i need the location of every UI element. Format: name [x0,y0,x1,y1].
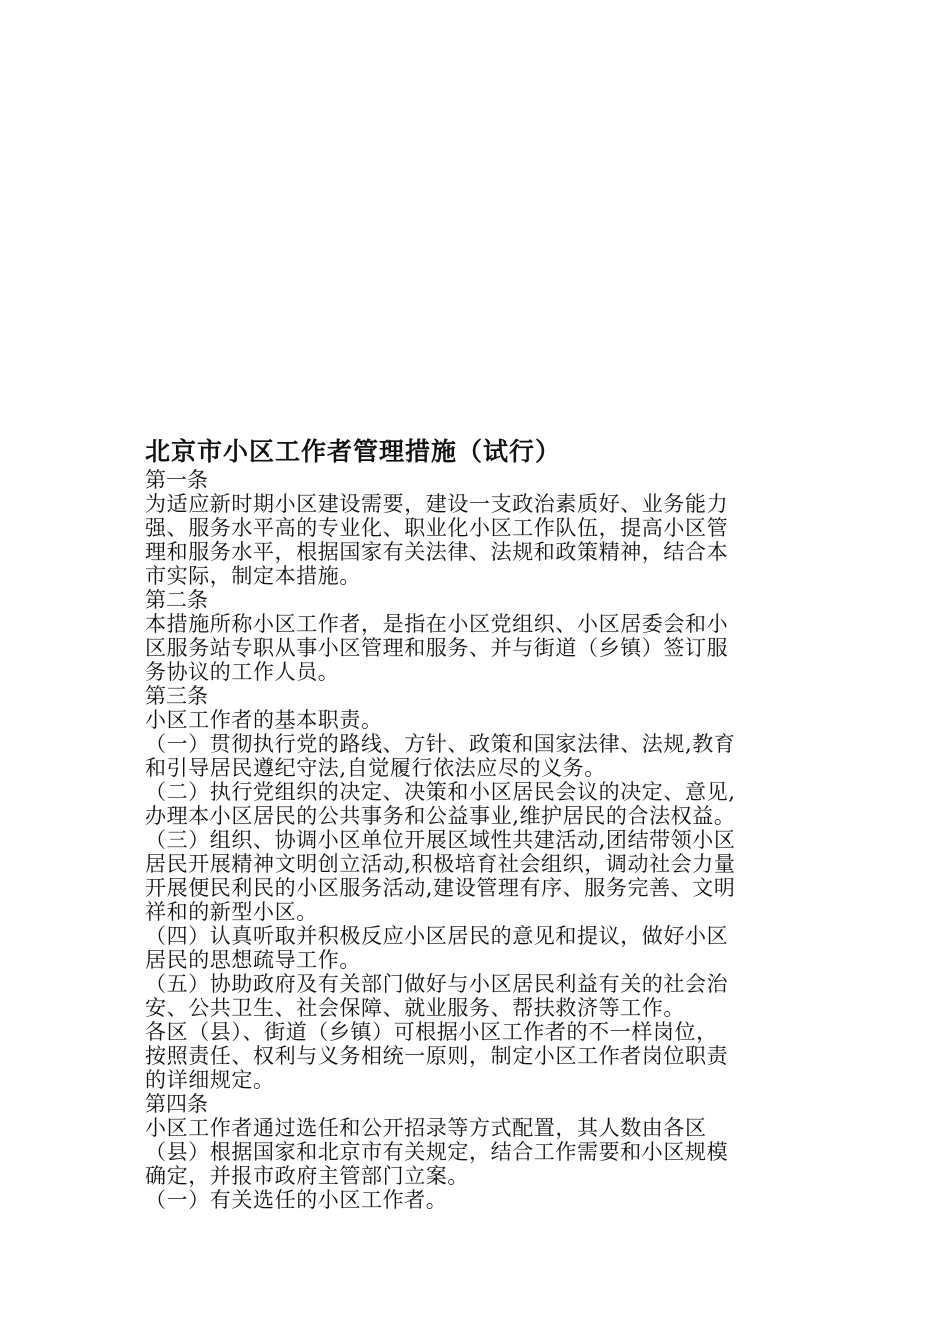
paragraph-line: 确定，并报市政府主管部门立案。 [145,1164,469,1188]
article-heading: 第三条 [145,684,208,708]
paragraph-line: 和引导居民遵纪守法,自觉履行依法应尽的义务。 [145,756,606,780]
document-page [145,436,813,1212]
paragraph-line: 为适应新时期小区建设需要，建设一支政治素质好、业务能力 [145,492,729,516]
paragraph-line: 按照责任、权利与义务相统一原则，制定小区工作者岗位职责 [145,1044,729,1068]
paragraph-line: （一）有关选任的小区工作者。 [145,1188,448,1212]
paragraph-line: 本措施所称小区工作者，是指在小区党组织、小区居委会和小 [145,612,729,636]
paragraph-line: 区服务站专职从事小区管理和服务、并与街道（乡镇）签订服 [145,636,729,660]
article-heading: 第二条 [145,588,208,612]
paragraph-line: （四）认真听取并积极反应小区居民的意见和提议，做好小区 [145,924,729,948]
paragraph-line: 小区工作者的基本职责。 [145,708,383,732]
paragraph-line: 居民的思想疏导工作。 [145,948,361,972]
article-heading: 第一条 [145,468,208,492]
paragraph-line: 居民开展精神文明创立活动,积极培育社会组织，调动社会力量 [145,852,736,876]
document-title: 北京市小区工作者管理措施（试行） [145,437,562,466]
paragraph-line: 小区工作者通过选任和公开招录等方式配置，其人数由各区 [145,1116,707,1140]
paragraph-line: （五）协助政府及有关部门做好与小区居民利益有关的社会治 [145,972,729,996]
paragraph-line: 市实际，制定本措施。 [145,564,361,588]
paragraph-line: 办理本小区居民的公共事务和公益事业,维护居民的合法权益。 [145,804,736,828]
paragraph-line: （二）执行党组织的决定、决策和小区居民会议的决定、意见, [145,780,736,804]
paragraph-line: 安、公共卫生、社会保障、就业服务、帮扶救济等工作。 [145,996,685,1020]
article-heading: 第四条 [145,1092,208,1116]
paragraph-line: （县）根据国家和北京市有关规定，结合工作需要和小区规模 [145,1140,729,1164]
document-body [145,468,813,1212]
paragraph-line: 的详细规定。 [145,1068,275,1092]
paragraph-line: （一）贯彻执行党的路线、方针、政策和国家法律、法规,教育 [145,732,736,756]
paragraph-line: 祥和的新型小区。 [145,900,318,924]
paragraph-line: 强、服务水平高的专业化、职业化小区工作队伍，提高小区管 [145,516,729,540]
paragraph-line: 理和服务水平，根据国家有关法律、法规和政策精神，结合本 [145,540,729,564]
paragraph-line: 开展便民利民的小区服务活动,建设管理有序、服务完善、文明 [145,876,736,900]
paragraph-line: 务协议的工作人员。 [145,660,340,684]
paragraph-line: （三）组织、协调小区单位开展区域性共建活动,团结带领小区 [145,828,736,852]
paragraph-line: 各区（县）、街道（乡镇）可根据小区工作者的不一样岗位， [145,1020,718,1044]
